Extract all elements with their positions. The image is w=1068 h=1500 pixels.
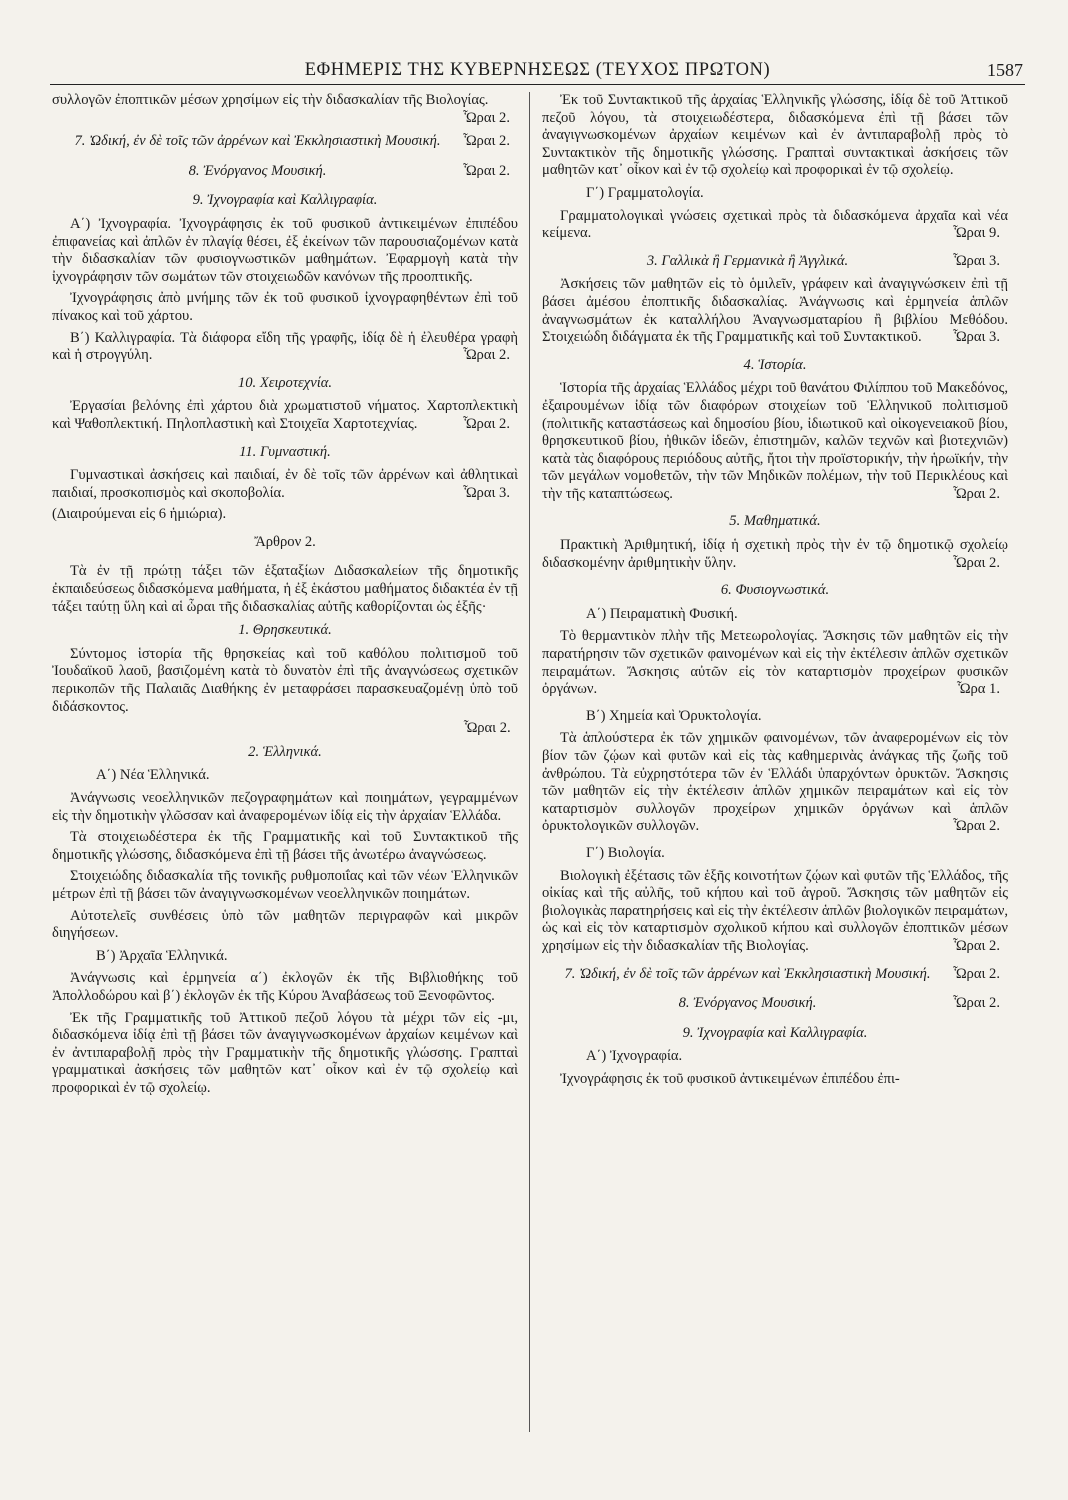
section-heading: 2. Ἑλληνικά. [248, 743, 322, 760]
paragraph: Τὰ στοιχειωδέστερα ἐκ τῆς Γραμματικῆς καὶ τοῦ Συντακτικοῦ τῆς δημοτικῆς γλώσσης, διδασκόμενα ἐπὶ τῇ βάσει τῆς ἀνωτέρω ἀναγνώσεως. [52, 829, 518, 863]
section-heading: 10. Χειροτεχνία. [237, 374, 333, 391]
paragraph: Ἀνάγνωσις νεοελληνικῶν πεζογραφημάτων καὶ ποιημάτων, γεγραμμένων εἰς τὴν δημοτικὴν γλῶσσαν καὶ ἀναφερομένων ἰδίᾳ εἰς τὴν ἀρχαίαν Ἑλλάδα. [52, 790, 518, 824]
gazette-title: ΕΦΗΜΕΡΙΣ ΤΗΣ ΚΥΒΕΡΝΗΣΕΩΣ (ΤΕΥΧΟΣ ΠΡΩΤΟΝ) [304, 60, 771, 80]
right-column [542, 92, 1008, 1462]
paragraph: Τὰ ἁπλούστερα ἐκ τῶν χημικῶν φαινομένων, τῶν ἀναφερομένων εἰς τὸν βίον τῶν ζῴων καὶ φυτῶν καὶ εἰς τὰς καθημερινὰς ἀνάγκας τῆς ζωῆς τοῦ ἀνθρώπου. Τὰ εὐχρηστότερα τῶν ἐν Ἑλλάδι ὑπαρχόντων ὀρυκτῶν. Ἄσκησις τῶν μαθητῶν εἰς τὴν ἐκτέλεσιν ἁπλῶν χημικῶν πειραμάτων καὶ εἰς τὸν καταρτισμὸν συλλογῶν προχείρων χημικῶν ὀργάνων καὶ ἁπλῶν ὀρυκτολογικῶν συλλογῶν. Ὧραι 2. [542, 730, 1008, 835]
paragraph: Ἀσκήσεις τῶν μαθητῶν εἰς τὸ ὁμιλεῖν, γράφειν καὶ ἀναγιγνώσκειν ἐπὶ τῇ βάσει ἀμέσου ἐποπτικῆς διδασκαλίας. Ἀνάγνωσις καὶ ἑρμηνεία ἁπλῶν ἀναγνωσμάτων ἐκ καταλλήλου Ἀναγνωσματαρίου ἢ βιβλίου Μεθόδου. Στοιχειώδη διδάγματα ἐκ τῆς Γραμματικῆς καὶ τοῦ Συντακτικοῦ. Ὧραι 3. [542, 276, 1008, 346]
paragraph: Γυμναστικαὶ ἀσκήσεις καὶ παιδιαί, ἐν δὲ τοῖς τῶν ἀρρένων καὶ ἀθλητικαὶ παιδιαί, προσκοπισμὸς καὶ σκοποβολία. Ὧραι 3. [52, 467, 518, 501]
paragraph: Ἰχνογράφησις ἀπὸ μνήμης τῶν ἐκ τοῦ φυσικοῦ ἰχνογραφηθέντων ἐπὶ τοῦ πίνακος καὶ τοῦ χάρτου. [52, 290, 518, 324]
left-column [52, 92, 518, 1462]
page-number: 1587 [987, 60, 1023, 80]
paragraph: Ἐκ τῆς Γραμματικῆς τοῦ Ἀττικοῦ πεζοῦ λόγου τὰ μέχρι τῶν εἰς -μι, διδασκόμενα ἰδίᾳ ἐπὶ τῇ βάσει τῶν ἀναγιγνωσκομένων ἀρχαίων κειμένων καὶ ἐν ἀντιπαραβολῇ πρὸς τὴν Γραμματικὴν τῆς δημοτικῆς γλώσσης. Γραπταὶ γραμματικαὶ ἀσκήσεις τῶν μαθητῶν κατ᾿ οἶκον καὶ ἐν τῷ σχολείῳ καὶ προφορικαὶ ἐν τῷ σχολείῳ. [52, 1009, 518, 1096]
subsection-heading: Α΄) Νέα Ἑλληνικά. [96, 767, 210, 784]
paragraph: Ἱστορία τῆς ἀρχαίας Ἑλλάδος μέχρι τοῦ θανάτου Φιλίππου τοῦ Μακεδόνος, ἐξαιρουμένων ἰδίᾳ τῶν διαφόρων στοιχείων τοῦ Ἑλληνικοῦ πολιτισμοῦ (πολιτικῆς καταστάσεως καὶ δημοσίου βίου, ἰδιωτικοῦ καὶ οἰκογενειακοῦ βίου, θρησκευτικοῦ βίου, ἠθικῶν ἰδεῶν, ἐπιστημῶν, καλῶν τεχνῶν καὶ βιοτεχνιῶν) κατὰ τὰς διαφόρους περιόδους αὐτῆς, ἤτοι τὴν προϊστορικήν, τὴν ἡρωϊκήν, τὴν τῶν μεγάλων νομοθετῶν, τὴν τῶν Μηδικῶν πολέμων, τὴν τοῦ Περικλέους καὶ τὴν τῆς καταπτώσεως. Ὧραι 2. [542, 380, 1008, 502]
paragraph: Βιολογικὴ ἐξέτασις τῶν ἑξῆς κοινοτήτων ζῴων καὶ φυτῶν τῆς Ἑλλάδος, τῆς οἰκίας καὶ τῆς αὐλῆς, τοῦ κήπου καὶ τοῦ ἀγροῦ. Ἄσκησις τῶν μαθητῶν εἰς βιολογικὰς παρατηρήσεις καὶ εἰς τὴν ἐκτέλεσιν ἁπλῶν βιολογικῶν πειραμάτων, ὡς καὶ εἰς τὸν καταρτισμὸν σχολικοῦ κήπου καὶ συλλογῶν ἐποπτικῶν μέσων χρησίμων εἰς τὴν διδασκαλίαν τῆς Βιολογίας. Ὧραι 2. [542, 867, 1008, 954]
subsection-heading: Α΄) Πειραματικὴ Φυσική. [586, 605, 738, 622]
paragraph: Ἐργασίαι βελόνης ἐπὶ χάρτου διὰ χρωματιστοῦ νήματος. Χαρτοπλεκτικὴ καὶ Ψαθοπλεκτική. Πηλοπλαστικὴ καὶ Στοιχεῖα Χαρτοτεχνίας. Ὧραι 2. [52, 398, 518, 432]
paragraph: Β΄) Καλλιγραφία. Τὰ διάφορα εἴδη τῆς γραφῆς, ἰδίᾳ δὲ ἡ ἐλευθέρα γραφὴ καὶ ἡ στρογγύλη. Ὧραι 2. [52, 329, 518, 364]
article-heading: Ἄρθρον 2. [254, 533, 316, 550]
paragraph: συλλογῶν ἐποπτικῶν μέσων χρησίμων εἰς τὴν διδασκαλίαν τῆς Βιολογίας. Ὧραι 2. [52, 92, 518, 110]
paragraph: Γραμματολογικαὶ γνώσεις σχετικαὶ πρὸς τὰ διδασκόμενα ἀρχαῖα καὶ νέα κείμενα. Ὧραι 9. [542, 207, 1008, 242]
page-header [50, 58, 1025, 85]
section-heading: 4. Ἱστορία. [743, 356, 807, 373]
paragraph: Τὰ ἐν τῇ πρώτῃ τάξει τῶν ἑξαταξίων Διδασκαλείων τῆς δημοτικῆς ἐκπαιδεύσεως διδασκόμενα μαθήματα, ἡ ἐξ ἑκάστου μαθήματος διδακτέα ἐν τῇ τάξει ταύτῃ ὕλη καὶ αἱ ὧραι τῆς διδασκαλίας αὐτῆς καθορίζονται ὡς ἑξῆς· [52, 563, 518, 615]
subsection-heading: Β΄) Χημεία καὶ Ὀρυκτολογία. [586, 707, 762, 724]
paragraph: Αὐτοτελεῖς συνθέσεις ὑπὸ τῶν μαθητῶν περιγραφῶν καὶ μικρῶν διηγήσεων. [52, 907, 518, 942]
paragraph: (Διαιρούμεναι εἰς 6 ἡμιώρια). [52, 506, 227, 523]
subsection-heading: Γ΄) Γραμματολογία. [586, 184, 704, 201]
paragraph: Πρακτικὴ Ἀριθμητική, ἰδίᾳ ἡ σχετικὴ πρὸς τὴν ἐν τῷ δημοτικῷ σχολείῳ διδασκομένην ἀριθμητικὴν ὕλην. Ὧραι 2. [542, 537, 1008, 571]
section-heading: 7. Ὠδική, ἐν δὲ τοῖς τῶν ἀρρένων καὶ Ἐκκλησιαστικὴ Μουσική. Ὧραι 2. [74, 133, 510, 150]
paragraph: Τὸ θερμαντικὸν πλὴν τῆς Μετεωρολογίας. Ἄσκησις τῶν μαθητῶν εἰς τὴν παρατήρησιν τῶν σχετικῶν φαινομένων καὶ εἰς τὴν ἐκτέλεσιν ἁπλῶν σχετικῶν πειραμάτων. Ἄσκησις αὐτῶν εἰς τὸν καταρτισμὸν προχείρων φυσικῶν ὀργάνων. Ὧρα 1. [542, 628, 1008, 698]
hours-line: Ὧραι 2. [463, 720, 511, 737]
hours-label: Ὧραι 2. [462, 109, 510, 126]
section-heading: 11. Γυμναστική. [239, 443, 331, 460]
paragraph: Σύντομος ἱστορία τῆς θρησκείας καὶ τοῦ καθόλου πολιτισμοῦ τοῦ Ἰουδαϊκοῦ λαοῦ, βασιζομένη κατὰ τὸ δυνατὸν ἐπὶ τῆς ἀναγνώσεως σχετικῶν περικοπῶν τῆς Παλαιᾶς Διαθήκης ἐν μεταφράσει παρασκευαζομένῃ ὑπὸ τοῦ διδάσκοντος. [52, 645, 518, 715]
section-heading: 1. Θρησκευτικά. [238, 622, 332, 639]
paragraph: Στοιχειώδης διδασκαλία τῆς τονικῆς ρυθμοποιΐας καὶ τῶν νέων Ἑλληνικῶν μέτρων ἐπὶ τῇ βάσει τῶν ἀναγιγνωσκομένων νεοελληνικῶν ποιημάτων. [52, 868, 518, 902]
paragraph: Ἰχνογράφησις ἐκ τοῦ φυσικοῦ ἀντικειμένων ἐπιπέδου ἐπι- [560, 1070, 900, 1087]
subsection-heading: Α΄) Ἰχνογραφία. [586, 1048, 683, 1065]
section-heading: 6. Φυσιογνωστικά. [720, 582, 830, 599]
section-heading: 9. Ἰχνογραφία καὶ Καλλιγραφία. [192, 192, 378, 209]
subsection-heading: Γ΄) Βιολογία. [586, 844, 665, 861]
section-heading: 8. Ἐνόργανος Μουσική. Ὧραι 2. [678, 995, 1000, 1012]
subsection-heading: Β΄) Ἀρχαῖα Ἑλληνικά. [96, 947, 228, 964]
section-heading: 3. Γαλλικὰ ἢ Γερμανικὰ ἢ Ἀγγλικά. Ὧραι 3. [646, 252, 1000, 269]
paragraph: Ἐκ τοῦ Συντακτικοῦ τῆς ἀρχαίας Ἑλληνικῆς γλώσσης, ἰδίᾳ δὲ τοῦ Ἀττικοῦ πεζοῦ λόγου, τὰ στοιχειωδέστερα, διδασκόμενα ἐπὶ τῇ βάσει τῶν ἀναγιγνωσκομένων ἀρχαίων κειμένων καὶ ἐν ἀντιπαραβολῇ πρὸς τὸ Συντακτικὸν τῆς δημοτικῆς γλώσσης. Γραπταὶ συντακτικαὶ ἀσκήσεις τῶν μαθητῶν κατ᾿ οἶκον καὶ ἐν τῷ σχολείῳ καὶ προφορικαὶ ἐν τῷ σχολείῳ. [542, 92, 1008, 179]
section-heading: 8. Ἐνόργανος Μουσική. Ὧραι 2. [188, 162, 510, 179]
section-heading: 5. Μαθηματικά. [729, 513, 821, 530]
section-heading: 7. Ὠδική, ἐν δὲ τοῖς τῶν ἀρρένων καὶ Ἐκκλησιαστικὴ Μουσική. Ὧραι 2. [564, 965, 1000, 982]
section-heading: 9. Ἰχνογραφία καὶ Καλλιγραφία. [682, 1024, 868, 1041]
paragraph: Α΄) Ἰχνογραφία. Ἰχνογράφησις ἐκ τοῦ φυσικοῦ ἀντικειμένων ἐπιπέδου ἐπιφανείας καὶ ἀπλῶν ἐν πλαγίᾳ θέσει, ἐξ ἐκείνων τῶν παρουσιαζομένων κατὰ τὴν διδασκαλίαν τῶν φυσιογνωστικῶν μαθημάτων. Ἐφαρμογὴ κατὰ τὴν ἰχνογράφησιν τῶν σωμάτων τῶν στοιχειωδῶν κανόνων τῆς προοπτικῆς. [52, 215, 518, 285]
column-divider [529, 92, 530, 1432]
paragraph: Ἀνάγνωσις καὶ ἑρμηνεία α΄) ἐκλογῶν ἐκ τῆς Βιβλιοθήκης τοῦ Ἀπολλοδώρου καὶ β΄) ἐκλογῶν ἐκ τῆς Κύρου Ἀναβάσεως τοῦ Ξενοφῶντος. [52, 970, 518, 1004]
